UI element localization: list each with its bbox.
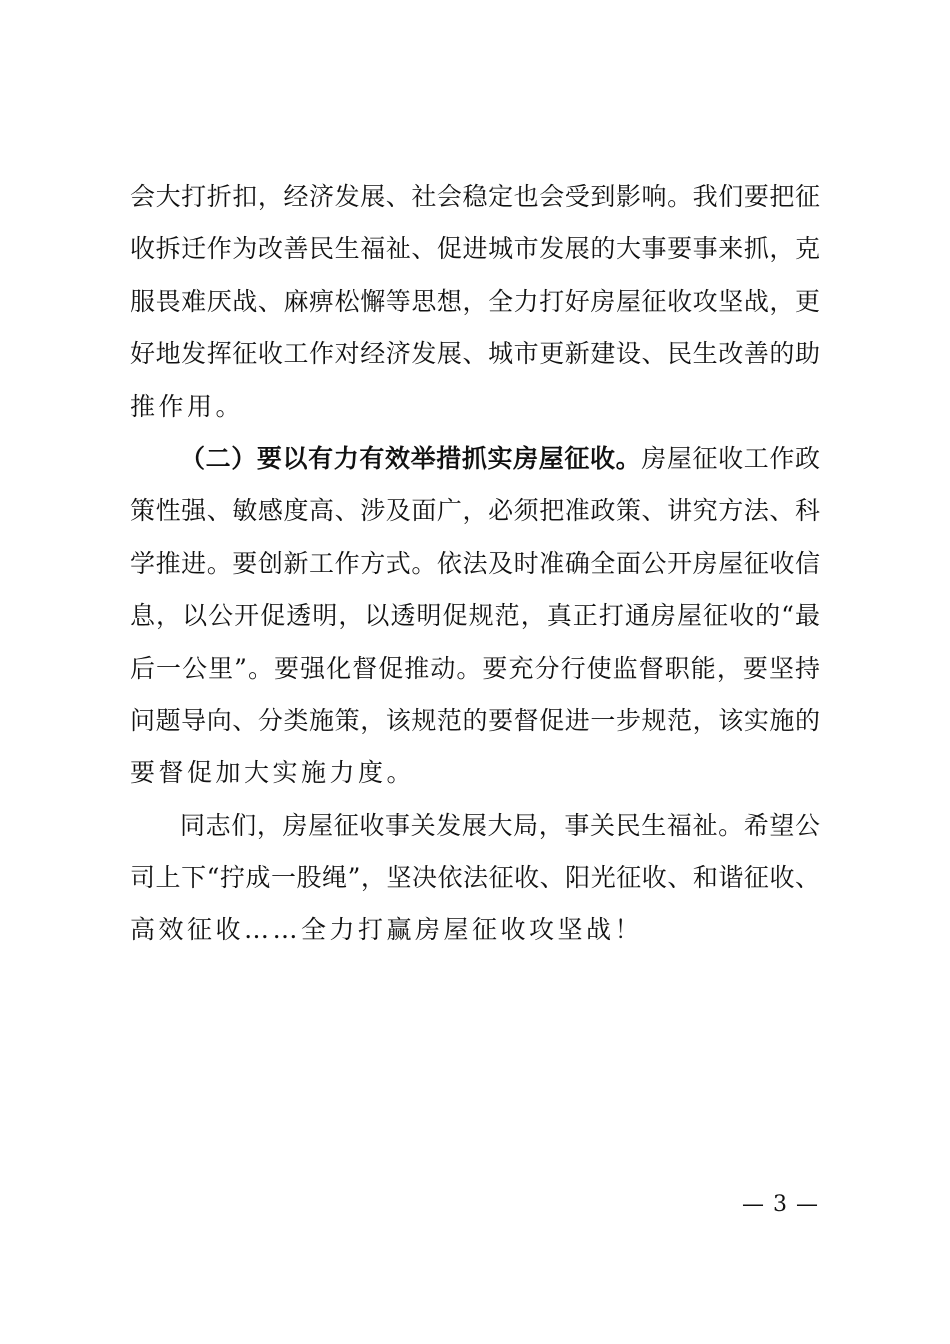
paragraph-2-line-6: 问题导向、分类施策，该规范的要督促进一步规范，该实施的: [130, 705, 820, 735]
paragraph-2-line-4: 息，以公开促透明，以透明促规范，真正打通房屋征收的“最: [130, 601, 820, 631]
paragraph-2-line-3: 学推进。要创新工作方式。依法及时准确全面公开房屋征收信: [130, 548, 820, 578]
paragraph-2-line-7: 要督促加大实施力度。: [130, 758, 416, 788]
paragraph-2-line-1-text: 房屋征收工作政: [641, 443, 820, 473]
paragraph-1-line-4: 好地发挥征收工作对经济发展、城市更新建设、民生改善的助: [130, 339, 820, 369]
paragraph-2-line-2: 策性强、敏感度高、涉及面广，必须把准政策、讲究方法、科: [130, 496, 820, 526]
paragraph-2-line-5: 后一公里”。要强化督促推动。要充分行使监督职能，要坚持: [130, 653, 820, 683]
section-heading: （二）要以有力有效举措抓实房屋征收。: [180, 443, 642, 473]
paragraph-3-line-2: 司上下“拧成一股绳”，坚决依法征收、阳光征收、和谐征收、: [130, 863, 820, 893]
paragraph-1-line-1: 会大打折扣，经济发展、社会稳定也会受到影响。我们要把征: [130, 182, 820, 211]
paragraph-1-line-5: 推作用。: [130, 391, 245, 421]
paragraph-2: [130, 433, 820, 800]
paragraph-3-line-3: 高效征收……全力打赢房屋征收攻坚战！: [130, 915, 644, 945]
document-body: [130, 171, 820, 957]
paragraph-3: [130, 800, 820, 957]
page-number: — 3 —: [742, 1192, 819, 1217]
paragraph-2-line-1: [130, 433, 820, 485]
paragraph-1: [130, 171, 820, 433]
paragraph-3-line-1: 同志们，房屋征收事关发展大局，事关民生福祉。希望公: [180, 810, 820, 840]
paragraph-1-line-3: 服畏难厌战、麻痹松懈等思想，全力打好房屋征收攻坚战，更: [130, 286, 820, 316]
paragraph-1-line-2: 收拆迁作为改善民生福祉、促进城市发展的大事要事来抓，克: [130, 234, 820, 264]
